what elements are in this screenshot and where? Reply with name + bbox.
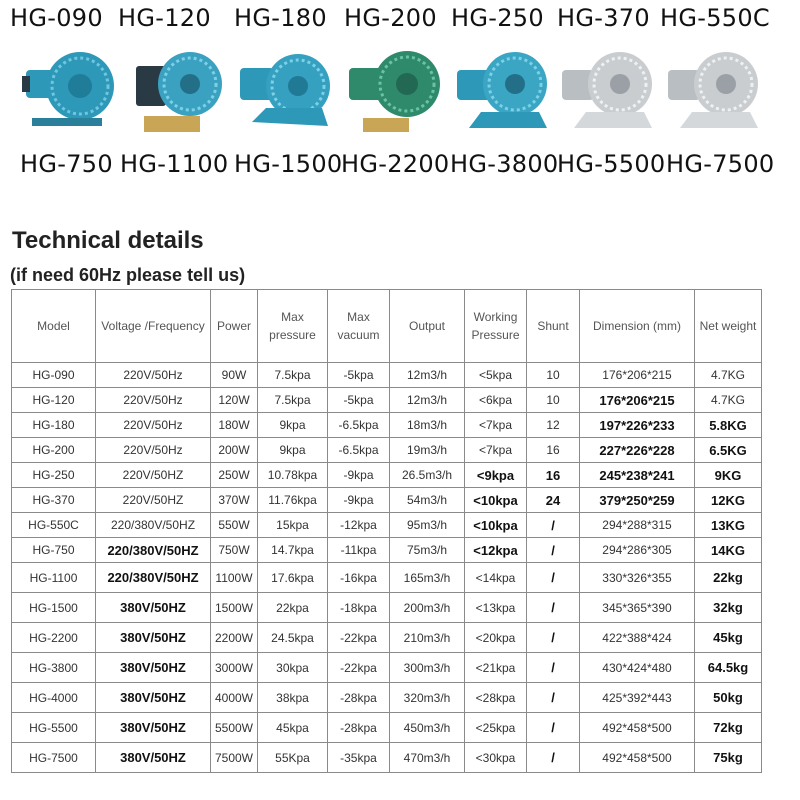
table-row xyxy=(12,623,762,653)
cell-net-weight: 13KG xyxy=(695,513,762,538)
cell-model: HG-2200 xyxy=(12,623,96,653)
cell-voltage: 220/380V/50HZ xyxy=(96,563,211,593)
cell-shunt: 10 xyxy=(527,363,580,388)
cell-working-pressure: <7kpa xyxy=(465,413,527,438)
cell-model: HG-180 xyxy=(12,413,96,438)
cell-model: HG-090 xyxy=(12,363,96,388)
cell-power: 750W xyxy=(211,538,258,563)
cell-max-pressure: 45kpa xyxy=(258,713,328,743)
cell-output: 300m3/h xyxy=(390,653,465,683)
cell-model: HG-550C xyxy=(12,513,96,538)
cell-working-pressure: <9kpa xyxy=(465,463,527,488)
product-label: HG-7500 xyxy=(666,150,775,178)
table-row xyxy=(12,463,762,488)
cell-power: 180W xyxy=(211,413,258,438)
cell-max-pressure: 9kpa xyxy=(258,438,328,463)
col-header-model: Model xyxy=(12,290,96,363)
blower-photo xyxy=(22,44,118,136)
col-header-net-weight: Net weight xyxy=(695,290,762,363)
cell-max-pressure: 17.6kpa xyxy=(258,563,328,593)
cell-working-pressure: <10kpa xyxy=(465,488,527,513)
cell-net-weight: 4.7KG xyxy=(695,363,762,388)
cell-voltage: 380V/50HZ xyxy=(96,713,211,743)
cell-dimension: 227*226*228 xyxy=(580,438,695,463)
cell-voltage: 220V/50Hz xyxy=(96,388,211,413)
cell-net-weight: 5.8KG xyxy=(695,413,762,438)
cell-power: 200W xyxy=(211,438,258,463)
cell-voltage: 380V/50HZ xyxy=(96,653,211,683)
cell-working-pressure: <20kpa xyxy=(465,623,527,653)
cell-voltage: 220/380V/50HZ xyxy=(96,538,211,563)
cell-dimension: 422*388*424 xyxy=(580,623,695,653)
product-label: HG-120 xyxy=(118,4,211,32)
cell-shunt: / xyxy=(527,653,580,683)
table-row xyxy=(12,438,762,463)
cell-voltage: 380V/50HZ xyxy=(96,623,211,653)
cell-max-pressure: 9kpa xyxy=(258,413,328,438)
cell-output: 95m3/h xyxy=(390,513,465,538)
product-label: HG-750 xyxy=(20,150,113,178)
cell-net-weight: 22kg xyxy=(695,563,762,593)
cell-shunt: / xyxy=(527,563,580,593)
cell-max-vacuum: -22kpa xyxy=(328,623,390,653)
cell-max-pressure: 24.5kpa xyxy=(258,623,328,653)
cell-power: 5500W xyxy=(211,713,258,743)
cell-net-weight: 50kg xyxy=(695,683,762,713)
col-header-max-vacuum: Max vacuum xyxy=(328,290,390,363)
cell-max-vacuum: -5kpa xyxy=(328,363,390,388)
table-row xyxy=(12,538,762,563)
spec-table xyxy=(11,289,762,773)
blower-photo xyxy=(455,44,551,136)
cell-power: 7500W xyxy=(211,743,258,773)
cell-model: HG-120 xyxy=(12,388,96,413)
col-header-output: Output xyxy=(390,290,465,363)
table-row xyxy=(12,713,762,743)
cell-voltage: 220V/50HZ xyxy=(96,463,211,488)
cell-output: 19m3/h xyxy=(390,438,465,463)
cell-working-pressure: <28kpa xyxy=(465,683,527,713)
cell-max-vacuum: -6.5kpa xyxy=(328,413,390,438)
cell-shunt: / xyxy=(527,623,580,653)
table-row xyxy=(12,488,762,513)
product-label: HG-550C xyxy=(660,4,770,32)
cell-max-vacuum: -22kpa xyxy=(328,653,390,683)
cell-voltage: 220V/50Hz xyxy=(96,413,211,438)
cell-dimension: 492*458*500 xyxy=(580,743,695,773)
product-label: HG-250 xyxy=(451,4,544,32)
cell-model: HG-1100 xyxy=(12,563,96,593)
cell-working-pressure: <6kpa xyxy=(465,388,527,413)
cell-net-weight: 72kg xyxy=(695,713,762,743)
product-label: HG-2200 xyxy=(341,150,450,178)
cell-working-pressure: <14kpa xyxy=(465,563,527,593)
cell-working-pressure: <13kpa xyxy=(465,593,527,623)
cell-shunt: / xyxy=(527,513,580,538)
cell-model: HG-7500 xyxy=(12,743,96,773)
cell-voltage: 220/380V/50HZ xyxy=(96,513,211,538)
cell-max-vacuum: -18kpa xyxy=(328,593,390,623)
blower-photo xyxy=(666,44,762,136)
cell-dimension: 330*326*355 xyxy=(580,563,695,593)
cell-max-pressure: 22kpa xyxy=(258,593,328,623)
cell-power: 120W xyxy=(211,388,258,413)
cell-net-weight: 45kg xyxy=(695,623,762,653)
cell-working-pressure: <7kpa xyxy=(465,438,527,463)
product-label: HG-1100 xyxy=(120,150,229,178)
cell-model: HG-5500 xyxy=(12,713,96,743)
cell-net-weight: 6.5KG xyxy=(695,438,762,463)
cell-shunt: / xyxy=(527,593,580,623)
cell-shunt: 16 xyxy=(527,438,580,463)
cell-dimension: 176*206*215 xyxy=(580,388,695,413)
cell-dimension: 294*288*315 xyxy=(580,513,695,538)
cell-max-pressure: 38kpa xyxy=(258,683,328,713)
cell-power: 370W xyxy=(211,488,258,513)
cell-output: 18m3/h xyxy=(390,413,465,438)
cell-dimension: 425*392*443 xyxy=(580,683,695,713)
cell-shunt: 16 xyxy=(527,463,580,488)
cell-output: 470m3/h xyxy=(390,743,465,773)
cell-model: HG-750 xyxy=(12,538,96,563)
cell-net-weight: 75kg xyxy=(695,743,762,773)
cell-shunt: / xyxy=(527,683,580,713)
cell-net-weight: 64.5kg xyxy=(695,653,762,683)
col-header-voltage: Voltage /Frequency xyxy=(96,290,211,363)
cell-working-pressure: <25kpa xyxy=(465,713,527,743)
product-label: HG-090 xyxy=(10,4,103,32)
cell-model: HG-250 xyxy=(12,463,96,488)
cell-shunt: 12 xyxy=(527,413,580,438)
cell-dimension: 197*226*233 xyxy=(580,413,695,438)
cell-max-vacuum: -9kpa xyxy=(328,463,390,488)
cell-power: 4000W xyxy=(211,683,258,713)
product-label: HG-5500 xyxy=(557,150,666,178)
cell-max-vacuum: -5kpa xyxy=(328,388,390,413)
cell-power: 250W xyxy=(211,463,258,488)
cell-power: 3000W xyxy=(211,653,258,683)
table-row xyxy=(12,743,762,773)
table-header-row xyxy=(12,290,762,363)
col-header-working-pressure: Working Pressure xyxy=(465,290,527,363)
cell-output: 320m3/h xyxy=(390,683,465,713)
cell-output: 54m3/h xyxy=(390,488,465,513)
product-label: HG-370 xyxy=(557,4,650,32)
cell-voltage: 380V/50HZ xyxy=(96,743,211,773)
cell-net-weight: 32kg xyxy=(695,593,762,623)
cell-voltage: 220V/50Hz xyxy=(96,438,211,463)
product-label: HG-1500 xyxy=(234,150,343,178)
cell-power: 2200W xyxy=(211,623,258,653)
cell-power: 90W xyxy=(211,363,258,388)
cell-max-vacuum: -11kpa xyxy=(328,538,390,563)
cell-dimension: 492*458*500 xyxy=(580,713,695,743)
blower-photo xyxy=(238,44,334,136)
col-header-power: Power xyxy=(211,290,258,363)
product-label: HG-3800 xyxy=(450,150,559,178)
blower-photo xyxy=(347,44,443,136)
cell-max-pressure: 15kpa xyxy=(258,513,328,538)
cell-shunt: / xyxy=(527,713,580,743)
cell-output: 26.5m3/h xyxy=(390,463,465,488)
cell-max-vacuum: -12kpa xyxy=(328,513,390,538)
section-note: (if need 60Hz please tell us) xyxy=(10,265,246,285)
cell-working-pressure: <5kpa xyxy=(465,363,527,388)
cell-output: 210m3/h xyxy=(390,623,465,653)
cell-max-pressure: 30kpa xyxy=(258,653,328,683)
table-row xyxy=(12,413,762,438)
blower-photo xyxy=(130,44,226,136)
table-row xyxy=(12,513,762,538)
cell-dimension: 176*206*215 xyxy=(580,363,695,388)
cell-max-pressure: 14.7kpa xyxy=(258,538,328,563)
cell-output: 12m3/h xyxy=(390,363,465,388)
cell-model: HG-370 xyxy=(12,488,96,513)
cell-max-pressure: 11.76kpa xyxy=(258,488,328,513)
cell-output: 12m3/h xyxy=(390,388,465,413)
col-header-dimension: Dimension (mm) xyxy=(580,290,695,363)
product-label: HG-180 xyxy=(234,4,327,32)
table-row xyxy=(12,683,762,713)
blower-photo xyxy=(560,44,656,136)
cell-dimension: 345*365*390 xyxy=(580,593,695,623)
cell-dimension: 379*250*259 xyxy=(580,488,695,513)
cell-working-pressure: <21kpa xyxy=(465,653,527,683)
table-row xyxy=(12,388,762,413)
section-title: Technical details xyxy=(12,227,204,254)
cell-model: HG-200 xyxy=(12,438,96,463)
cell-model: HG-4000 xyxy=(12,683,96,713)
cell-output: 450m3/h xyxy=(390,713,465,743)
col-header-max-pressure: Max pressure xyxy=(258,290,328,363)
cell-shunt: / xyxy=(527,538,580,563)
table-row xyxy=(12,593,762,623)
cell-max-vacuum: -28kpa xyxy=(328,713,390,743)
table-row xyxy=(12,653,762,683)
cell-power: 1500W xyxy=(211,593,258,623)
cell-max-pressure: 10.78kpa xyxy=(258,463,328,488)
cell-output: 165m3/h xyxy=(390,563,465,593)
cell-shunt: 24 xyxy=(527,488,580,513)
cell-output: 200m3/h xyxy=(390,593,465,623)
cell-net-weight: 12KG xyxy=(695,488,762,513)
cell-max-vacuum: -28kpa xyxy=(328,683,390,713)
cell-max-pressure: 7.5kpa xyxy=(258,388,328,413)
cell-working-pressure: <12kpa xyxy=(465,538,527,563)
table-row xyxy=(12,363,762,388)
cell-net-weight: 9KG xyxy=(695,463,762,488)
product-label: HG-200 xyxy=(344,4,437,32)
cell-max-vacuum: -35kpa xyxy=(328,743,390,773)
cell-working-pressure: <30kpa xyxy=(465,743,527,773)
cell-voltage: 220V/50HZ xyxy=(96,488,211,513)
cell-dimension: 294*286*305 xyxy=(580,538,695,563)
cell-working-pressure: <10kpa xyxy=(465,513,527,538)
cell-net-weight: 4.7KG xyxy=(695,388,762,413)
cell-max-pressure: 7.5kpa xyxy=(258,363,328,388)
cell-shunt: 10 xyxy=(527,388,580,413)
cell-model: HG-3800 xyxy=(12,653,96,683)
cell-voltage: 220V/50Hz xyxy=(96,363,211,388)
col-header-shunt: Shunt xyxy=(527,290,580,363)
cell-max-vacuum: -6.5kpa xyxy=(328,438,390,463)
cell-net-weight: 14KG xyxy=(695,538,762,563)
cell-max-pressure: 55Kpa xyxy=(258,743,328,773)
cell-power: 1100W xyxy=(211,563,258,593)
cell-dimension: 430*424*480 xyxy=(580,653,695,683)
cell-voltage: 380V/50HZ xyxy=(96,593,211,623)
cell-max-vacuum: -16kpa xyxy=(328,563,390,593)
cell-model: HG-1500 xyxy=(12,593,96,623)
cell-power: 550W xyxy=(211,513,258,538)
cell-max-vacuum: -9kpa xyxy=(328,488,390,513)
cell-output: 75m3/h xyxy=(390,538,465,563)
product-grid xyxy=(0,0,800,200)
cell-voltage: 380V/50HZ xyxy=(96,683,211,713)
cell-dimension: 245*238*241 xyxy=(580,463,695,488)
table-row xyxy=(12,563,762,593)
cell-shunt: / xyxy=(527,743,580,773)
